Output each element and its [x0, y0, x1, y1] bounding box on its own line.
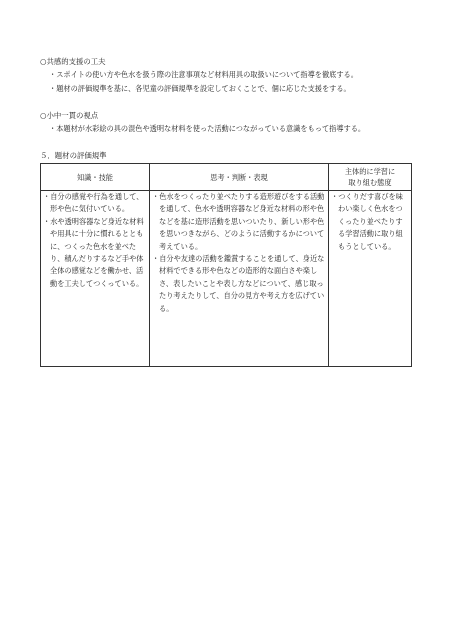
header-thinking-judgment: 思考・判断・表現: [150, 164, 329, 191]
table-row: [41, 191, 412, 367]
table-header-row: [41, 164, 412, 191]
cell-thinking-judgment: [150, 191, 329, 367]
header-knowledge-skills: 知識・技能: [41, 164, 150, 191]
list-item: ・色水をつくったり並べたりする造形遊びをする活動を通して、色水や透明容器など身近な材料の形や色などを基に造形活動を思いついたり、新しい形や色を思いつきながら、どのように活動するかについて考えている。: [152, 192, 325, 251]
support-item-2: ・題材の評価規準を基に、各児童の評価規準を設定しておくことで、個に応じた支援をする。: [49, 84, 351, 93]
support-heading: ○共感的支援の工夫: [40, 57, 106, 66]
criteria-heading: ５．題材の評価規準: [40, 151, 107, 160]
list-item: ・自分の感覚や行為を通して、形や色に気付いている。: [43, 192, 144, 214]
list-item: ・つくりだす喜びを味わい楽しく色水をつくったり並べたりする学習活動に取り組もうとしている。: [331, 192, 403, 251]
list-item: ・自分や友達の活動を鑑賞することを通して、身近な材料でできる形や色などの造形的な面白さや楽しさ、表したいことや表し方などについて、感じ取ったり考えたりして、自分の見方や考え方を広げている。: [152, 254, 325, 313]
list-item: ・水や透明容器など身近な材料や用具に十分に慣れるとともに、つくった色水を並べたり、積んだりするなど手や体全体の感覚などを働かせ、活動を工夫してつくっている。: [43, 216, 144, 288]
cell-attitude: [329, 191, 412, 367]
cell-knowledge-skills: [41, 191, 150, 367]
evaluation-criteria-table: [40, 163, 412, 367]
support-item-1: ・スポイトの使い方や色水を扱う際の注意事項など材料用具の取扱いについて指導を徹底する。: [49, 70, 358, 79]
header-attitude-label: 主体的に学習に取り組む態度: [344, 167, 396, 187]
continuity-heading: ○小中一貫の視点: [40, 111, 99, 120]
header-attitude: [329, 164, 412, 191]
continuity-item-1: ・本題材が水彩絵の具の混色や透明な材料を使った活動につながっている意識をもって指導する。: [49, 124, 366, 133]
